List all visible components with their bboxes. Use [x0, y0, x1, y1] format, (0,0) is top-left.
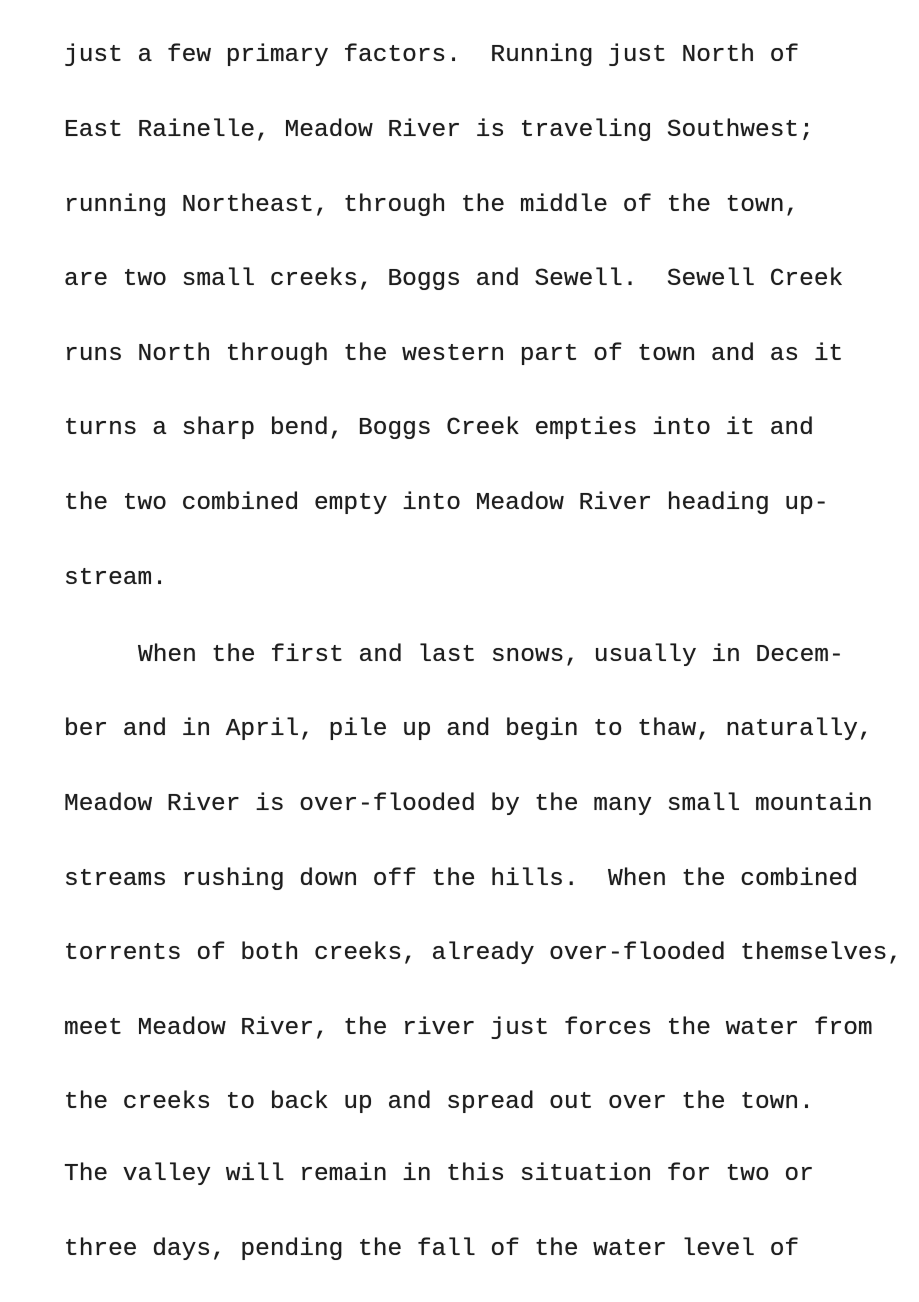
text-line-5: runs North through the western part of town and as it [64, 341, 844, 368]
text-line-9-paragraph-start: When the first and last snows, usually in Decem- [138, 642, 844, 669]
text-line-17: three days, pending the fall of the water level of [64, 1236, 800, 1263]
text-line-8: stream. [64, 565, 167, 592]
text-line-16: The valley will remain in this situation for two or [64, 1161, 814, 1188]
text-line-2: East Rainelle, Meadow River is traveling Southwest; [64, 117, 814, 144]
text-line-12: streams rushing down off the hills. When the combined [64, 866, 858, 893]
text-line-11: Meadow River is over-flooded by the many small mountain [64, 791, 873, 818]
text-line-15: the creeks to back up and spread out over the town. [64, 1089, 814, 1116]
text-line-6: turns a sharp bend, Boggs Creek empties into it and [64, 415, 814, 442]
text-line-14: meet Meadow River, the river just forces the water from [64, 1015, 873, 1042]
text-line-10: ber and in April, pile up and begin to thaw, naturally, [64, 716, 873, 743]
text-line-1: just a few primary factors. Running just North of [64, 42, 800, 69]
text-line-3: running Northeast, through the middle of the town, [64, 192, 800, 219]
text-line-4: are two small creeks, Boggs and Sewell. Sewell Creek [64, 266, 844, 293]
text-line-13: torrents of both creeks, already over-flooded themselves, [64, 940, 903, 967]
text-line-7: the two combined empty into Meadow River heading up- [64, 490, 829, 517]
